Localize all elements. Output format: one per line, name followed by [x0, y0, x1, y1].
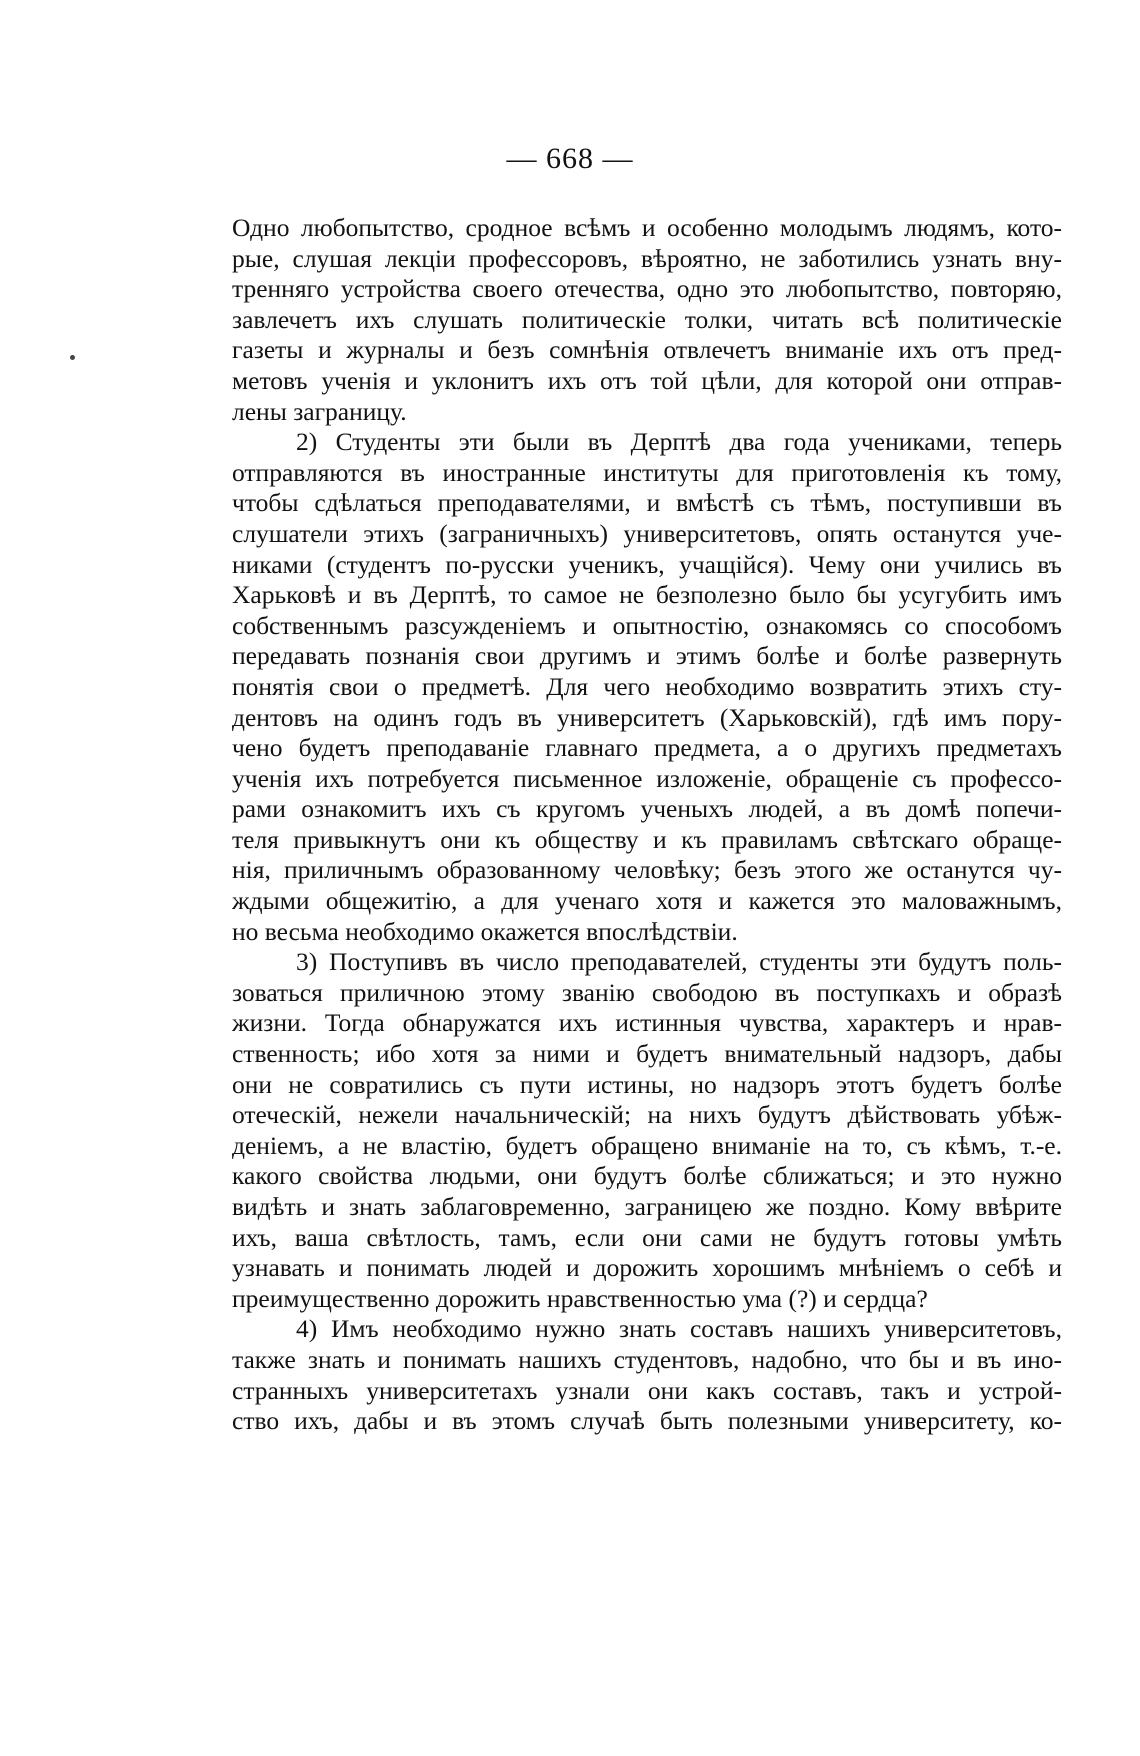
- text-line: ихъ, ваша свѣтлость, тамъ, если они сами не будутъ готовы умѣть: [232, 1222, 1062, 1252]
- text-line: отеческій, нежели начальническій; на нихъ будутъ дѣйствовать убѣж-: [232, 1100, 1062, 1130]
- text-line: передавать познанія свои другимъ и этимъ болѣе и болѣе развернуть: [232, 641, 1062, 671]
- text-line: нія, приличнымъ образованному человѣку; безъ этого же останутся чу-: [232, 855, 1062, 885]
- text-line: слушатели этихъ (заграничныхъ) университетовъ, опять останутся уче-: [232, 518, 1062, 548]
- text-line: также знать и понимать нашихъ студентовъ, надобно, что бы и въ ино-: [232, 1344, 1062, 1374]
- text-line: ство ихъ, дабы и въ этомъ случаѣ быть полезными университету, ко-: [232, 1406, 1062, 1436]
- text-line: Харьковѣ и въ Дерптѣ, то самое не безполезно было бы усугубить имъ: [232, 580, 1062, 610]
- text-line: Одно любопытство, сродное всѣмъ и особенно молодымъ людямъ, кото-: [232, 213, 1062, 242]
- text-line: чено будетъ преподаваніе главнаго предмета, а о другихъ предметахъ: [232, 733, 1062, 763]
- page-number: — 668 —: [506, 142, 634, 175]
- text-line: газеты и журналы и безъ сомнѣнія отвлечетъ вниманіе ихъ отъ пред-: [232, 335, 1062, 365]
- text-line: собственнымъ разсужденіемъ и опытностію, ознакомясь со способомъ: [232, 610, 1062, 640]
- text-line: ученія ихъ потребуется письменное изложеніе, обращеніе съ профессо-: [232, 763, 1062, 793]
- text-line: метовъ ученія и уклонитъ ихъ отъ той цѣли, для которой они отправ-: [232, 365, 1062, 395]
- text-line: 2) Студенты эти были въ Дерптѣ два года учениками, теперь: [296, 427, 1062, 457]
- text-line: 3) Поступивъ въ число преподавателей, студенты эти будутъ поль-: [296, 947, 1062, 977]
- text-line: рые, слушая лекціи профессоровъ, вѣроятно, не заботились узнать вну-: [232, 243, 1062, 273]
- text-line: дентовъ на одинъ годъ въ университетъ (Харьковскій), гдѣ имъ пору-: [232, 702, 1062, 732]
- text-line: ждыми общежитію, а для ученаго хотя и кажется это маловажнымъ,: [232, 886, 1062, 916]
- text-line: 4) Имъ необходимо нужно знать составъ нашихъ университетовъ,: [296, 1314, 1062, 1344]
- text-line: завлечетъ ихъ слушать политическіе толки, читать всѣ политическіе: [232, 304, 1062, 334]
- text-line: видѣть и знать заблаговременно, заграницею же поздно. Кому ввѣрите: [232, 1192, 1062, 1221]
- margin-dot-mark: [70, 355, 75, 360]
- text-line: узнавать и понимать людей и дорожить хорошимъ мнѣніемъ о себѣ и: [232, 1253, 1062, 1283]
- text-line: они не совратились съ пути истины, но надзоръ этотъ будетъ болѣе: [232, 1069, 1062, 1099]
- text-line: какого свойства людьми, они будутъ болѣе сближаться; и это нужно: [232, 1161, 1062, 1191]
- body-text: [232, 213, 1062, 1437]
- text-line: тренняго устройства своего отечества, одно это любопытство, повторяю,: [232, 274, 1062, 304]
- text-line: жизни. Тогда обнаружатся ихъ истинныя чувства, характеръ и нрав-: [232, 1008, 1062, 1038]
- text-line: деніемъ, а не властію, будетъ обращено вниманіе на то, съ кѣмъ, т.-е.: [232, 1130, 1062, 1160]
- text-line: понятія свои о предметѣ. Для чего необходимо возвратить этихъ сту-: [232, 671, 1062, 701]
- text-line: никами (студентъ по-русски ученикъ, учащійся). Чему они учились въ: [232, 549, 1062, 579]
- text-line: ственность; ибо хотя за ними и будетъ внимательный надзоръ, дабы: [232, 1039, 1062, 1069]
- text-line: отправляются въ иностранные институты для приготовленія къ тому,: [232, 457, 1062, 487]
- text-line: теля привыкнутъ они къ обществу и къ правиламъ свѣтскаго обраще-: [232, 824, 1062, 854]
- text-line: странныхъ университетахъ узнали они какъ составъ, такъ и устрой-: [232, 1375, 1062, 1405]
- text-line: рами ознакомитъ ихъ съ кругомъ ученыхъ людей, а въ домѣ попечи-: [232, 794, 1062, 824]
- text-line: преимущественно дорожить нравственностью ума (?) и сердца?: [232, 1283, 928, 1313]
- text-line: но весьма необходимо окажется впослѣдствіи.: [232, 916, 738, 946]
- text-line: зоваться приличною этому званію свободою въ поступкахъ и образѣ: [232, 977, 1062, 1007]
- text-line: чтобы сдѣлаться преподавателями, и вмѣстѣ съ тѣмъ, поступивши въ: [232, 488, 1062, 518]
- text-line: лены заграницу.: [232, 396, 407, 426]
